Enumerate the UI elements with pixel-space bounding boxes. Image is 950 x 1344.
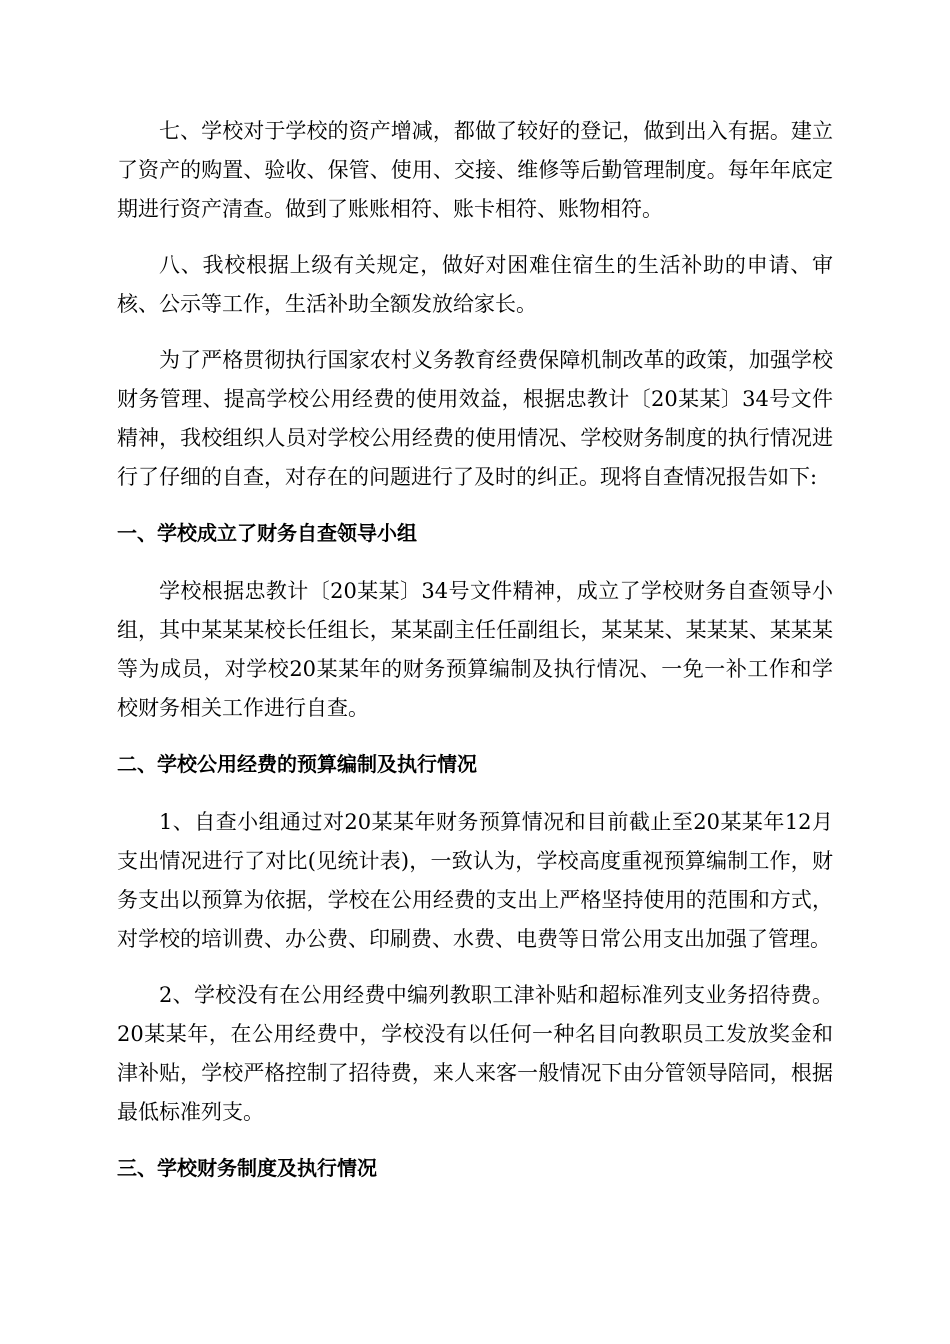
paragraph-intro: 为了严格贯彻执行国家农村义务教育经费保障机制改革的政策，加强学校财务管理、提高学校公用经费的使用效益，根据忠教计〔20某某〕34号文件精神，我校组织人员对学校公用经费的使用情况、学校财务制度的执行情况进行了仔细的自查，对存在的问题进行了及时的纠正。现将自查情况报告如下:: [117, 348, 833, 489]
section-heading-3: 三、学校财务制度及执行情况: [117, 1156, 377, 1180]
section-heading-2: 二、学校公用经费的预算编制及执行情况: [117, 752, 477, 776]
paragraph-subsidy: 八、我校根据上级有关规定，做好对困难住宿生的生活补助的申请、审核、公示等工作，生活补助全额发放给家长。: [117, 253, 833, 316]
paragraph-budget-2: 2、学校没有在公用经费中编列教职工津补贴和超标准列支业务招待费。20某某年，在公用经费中，学校没有以任何一种名目向教职员工发放奖金和津补贴，学校严格控制了招待费，来人来客一般情况下由分管领导陪同，根据最低标准列支。: [117, 983, 833, 1124]
paragraph-assets: 七、学校对于学校的资产增减，都做了较好的登记，做到出入有据。建立了资产的购置、验收、保管、使用、交接、维修等后勤管理制度。每年年底定期进行资产清查。做到了账账相符、账卡相符、账物相符。: [117, 119, 833, 221]
paragraph-budget-1: 1、自查小组通过对20某某年财务预算情况和目前截止至20某某年12月支出情况进行了对比(见统计表)，一致认为，学校高度重视预算编制工作，财务支出以预算为依据，学校在公用经费的支出上严格坚持使用的范围和方式，对学校的培训费、办公费、印刷费、水费、电费等日常公用支出加强了管理。: [117, 810, 833, 951]
section-heading-1: 一、学校成立了财务自查领导小组: [117, 521, 417, 545]
paragraph-leadership-group: 学校根据忠教计〔20某某〕34号文件精神，成立了学校财务自查领导小组，其中某某某校长任组长，某某副主任任副组长，某某某、某某某、某某某等为成员，对学校20某某年的财务预算编制及执行情况、一免一补工作和学校财务相关工作进行自查。: [117, 579, 833, 720]
document-page: [117, 112, 833, 1207]
